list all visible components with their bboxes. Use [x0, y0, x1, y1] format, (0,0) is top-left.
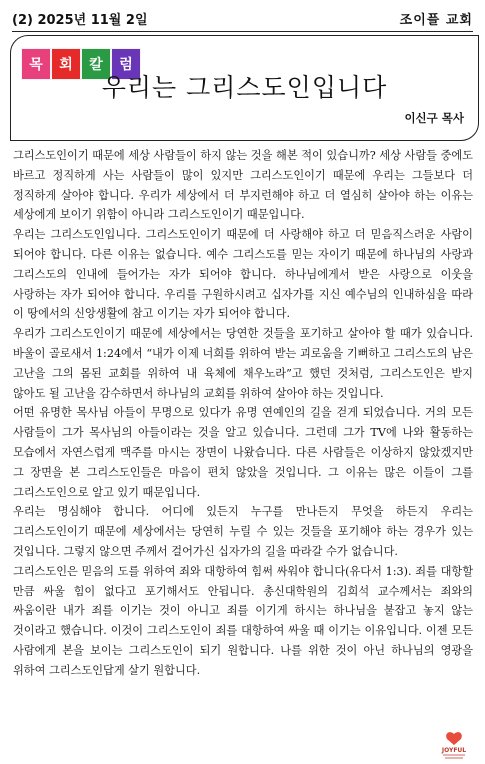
column-title: 우리는 그리스도인입니다 [101, 73, 388, 102]
paragraph: 우리는 명심해야 합니다. 어디에 있든지 누구를 만나든지 무엇을 하든지 우리는 그리스도인이기 때문에 세상에서는 당연히 누릴 수 있는 것들을 포기해야 하는 경우가 있는 것입니다. 그렇지 않으면 주께서 걸어가신 십자가의 길을 따라갈 수가 없습니다. [13, 505, 473, 558]
label-tile: 회 [52, 49, 80, 79]
paragraph: 그리스도인은 믿음의 도를 위하여 죄와 대항하여 힘써 싸워야 합니다(유다서 1:3). 죄를 대항할 만큼 싸울 힘이 없다고 포기해서도 안됩니다. 총신대학원의 김희석 교수께서는 죄와의 싸움이란 내가 죄를 이기는 것이 아니고 죄를 이기게 하시는 하나님을 붙잡고 놓지 않는 것이라고 했습니다. 이것이 그리스도인이 죄를 대항하여 싸울 때 이기는 이유입니다. 이젠 모든 사람에게 본을 보이는 그리스도인이 되기 원합니다. 나를 위한 것이 아닌 하나님의 영광을 위하여 그리스도인답게 살기 원합니다. [13, 564, 473, 677]
church-logo-icon [439, 730, 469, 762]
label-tile: 칼 [82, 49, 110, 79]
church-name: 조이플 교회 [399, 13, 473, 28]
paragraph: 그리스도인이기 때문에 세상 사람들이 하지 않는 것을 해본 적이 있습니까? 세상 사람들 중에도 바르고 정직하게 사는 사람들이 많이 있지만 그리스도인이기 때문에 우리는 그들보다 더 정직하게 살아야 합니다. 우리가 세상에서 더 부지런해야 하고 더 열심히 살아야 하는 이유는 세상에게 보이기 위함이 아니라 그리스도인이기 때문입니다. [13, 149, 473, 222]
svg-text:JOYFUL: JOYFUL [441, 747, 467, 754]
paragraph: 어떤 유명한 목사님 아들이 무명으로 있다가 유명 연예인의 길을 걷게 되었습니다. 거의 모든 사람들이 그가 목사님의 아들이라는 것을 알고 있습니다. 그런데 그가 TV에 나와 활동하는 모습에서 자연스럽게 맥주를 마시는 장면이 나왔습니다. 다른 사람들은 이상하지 않았겠지만 그 장면을 본 그리스도인들은 마음이 편치 않았을 것입니다. 그 이유는 많은 이들이 그를 그리스도인으로 알고 있기 때문입니다. [13, 406, 473, 499]
column-body [13, 146, 473, 681]
page-header [12, 2, 473, 30]
paragraph: 우리가 그리스도인이기 때문에 세상에서는 당연한 것들을 포기하고 살아야 할 때가 있습니다. 바울이 골로새서 1:24에서 “내가 이제 너희를 위하여 받는 괴로움을 기뻐하고 그리스도의 남은 고난을 그의 몸된 교회를 위하여 내 육체에 채우노라”고 했던 것처럼, 그리스도인은 받지 않아도 될 고난을 감수하면서 하나님의 교회를 위하여 살아야 하는 것입니다. [13, 327, 473, 400]
label-tile: 럼 [112, 49, 140, 79]
issue-date: (2) 2025년 11월 2일 [12, 13, 148, 28]
paragraph: 우리는 그리스도인입니다. 그리스도인이기 때문에 더 사랑해야 하고 더 믿음직스러운 사람이 되어야 합니다. 다른 이유는 없습니다. 예수 그리스도를 믿는 자이기 때문에 하나님의 사랑과 그리스도의 인내에 들어가는 자가 되어야 합니다. 하나님에게서 받은 사랑으로 이웃을 사랑하는 자가 되어야 합니다. 우리를 구원하시려고 십자가를 지신 예수님의 인내하심을 따라 이 땅에서의 신앙생활에 참고 이기는 자가 되어야 합니다. [13, 228, 473, 321]
label-tile: 목 [22, 49, 50, 79]
author-name: 이신구 목사 [404, 111, 464, 125]
header-divider [12, 31, 473, 32]
column-banner [10, 35, 479, 141]
